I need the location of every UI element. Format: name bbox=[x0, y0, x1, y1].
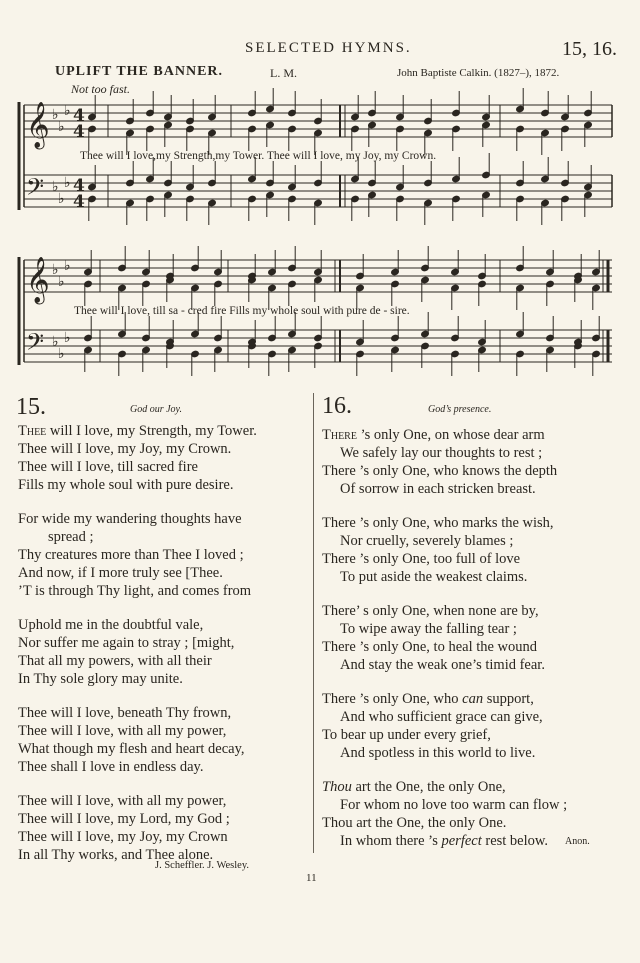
drop-word: There bbox=[322, 427, 357, 443]
svg-text:♭: ♭ bbox=[58, 119, 65, 135]
svg-text:♭: ♭ bbox=[58, 191, 65, 207]
music-score bbox=[0, 88, 640, 388]
svg-text:♭: ♭ bbox=[58, 274, 65, 290]
svg-text:♭: ♭ bbox=[64, 330, 71, 346]
hymn-16-stanza-1: There ’s only One, on whose dear arm We safely lay our thoughts to rest ; There ’s only One, who knows the depth Of sorrow in each stricken breast. bbox=[322, 427, 558, 497]
hymn-15-stanza-5: Thee will I love, with all my power, Thee will I love, my Lord, my God ; Thee will I love, my Joy, my Crown In all Thy works, and Thee alone. bbox=[18, 793, 230, 863]
hymn-15-stanza-1: Thee will I love, my Strength, my Tower. Thee will I love, my Joy, my Crown. Thee will I love, till sacred fire Fills my whole soul with pure desire. bbox=[18, 423, 257, 493]
hymn-15-number: 15. bbox=[16, 394, 46, 420]
svg-text:♭: ♭ bbox=[52, 262, 59, 278]
hymn-16-text bbox=[322, 426, 622, 866]
svg-text:♭: ♭ bbox=[64, 258, 71, 274]
hymn-16-stanza-2: There ’s only One, who marks the wish, Nor cruelly, severely blames ; There ’s only One, too full of love To put aside the weakest claims. bbox=[322, 515, 554, 585]
svg-text:♭: ♭ bbox=[52, 107, 59, 123]
bass-clef-1: 𝄢 bbox=[26, 173, 45, 206]
hymn-15-subtitle: God our Joy. bbox=[130, 404, 182, 415]
hymn-16-stanza-5: Thou art the One, the only One, For whom no love too warm can flow ; Thou art the One, the only One. In whom there ’s perfect rest below. bbox=[322, 779, 568, 849]
svg-text:4: 4 bbox=[73, 192, 85, 212]
hymn-15-stanza-4: Thee will I love, beneath Thy frown, Thee will I love, with all my power, What though my flesh and heart decay, Thee shall I love in endless day. bbox=[18, 705, 245, 775]
svg-text:♭: ♭ bbox=[52, 334, 59, 350]
drop-word: Thee bbox=[18, 423, 47, 439]
svg-text:♭: ♭ bbox=[64, 175, 71, 191]
hymn-16-stanza-3: There’ s only One, when none are by, To wipe away the falling tear ; There ’s only One, to heal the wound And stay the weak one’s timid fear. bbox=[322, 603, 545, 673]
tempo-marking: Not too fast. bbox=[71, 82, 131, 96]
hymn-16-number: 16. bbox=[322, 393, 352, 419]
bass-clef-2: 𝄢 bbox=[26, 328, 45, 361]
hymn-15-stanza-2: For wide my wandering thoughts have spread ; Thy creatures more than Thee I loved ; And now, if I more truly see [Thee. ’T is through Thy light, and comes from bbox=[18, 511, 252, 599]
svg-text:4: 4 bbox=[73, 176, 85, 196]
lyrics-line-1: Thee will I love,my Strength,my Tower. Thee will I love, my Joy, my Crown. bbox=[80, 150, 437, 162]
tune-meter: L. M. bbox=[270, 66, 297, 80]
composer-credit: John Baptiste Calkin. (1827–), 1872. bbox=[397, 67, 560, 79]
hymn-16-stanza-4: There ’s only One, who can support, And who sufficient grace can give, To bear up under every grief, And spotless in this world to live. bbox=[322, 691, 543, 761]
svg-text:♭: ♭ bbox=[64, 103, 71, 119]
hymn-15-attribution: J. Scheffler. J. Wesley. bbox=[155, 860, 250, 871]
hymn-15-text bbox=[18, 422, 310, 880]
treble-clef-1: 𝄞 bbox=[26, 102, 50, 148]
svg-text:♭: ♭ bbox=[52, 179, 59, 195]
hymn-15-stanza-3: Uphold me in the doubtful vale, Nor suffer me again to stray ; [might, That all my powers, with all their In Thy sole glory may unite. bbox=[18, 617, 235, 687]
hymn-16-attribution: Anon. bbox=[565, 836, 590, 847]
svg-text:4: 4 bbox=[73, 122, 85, 142]
lyrics-line-2: Thee will I love, till sa - cred fire Fills my whole soul with pure de - sire. bbox=[74, 305, 410, 317]
hymn-16-subtitle: God’s presence. bbox=[428, 404, 492, 415]
svg-text:4: 4 bbox=[73, 106, 85, 126]
svg-text:♭: ♭ bbox=[58, 346, 65, 362]
tune-title: UPLIFT THE BANNER. bbox=[55, 64, 224, 79]
running-title: SELECTED HYMNS. bbox=[245, 40, 412, 56]
page-folio: 11 bbox=[306, 872, 317, 884]
page-numbers: 15, 16. bbox=[562, 38, 617, 60]
column-divider bbox=[313, 393, 314, 853]
treble-clef-2: 𝄞 bbox=[26, 257, 50, 303]
